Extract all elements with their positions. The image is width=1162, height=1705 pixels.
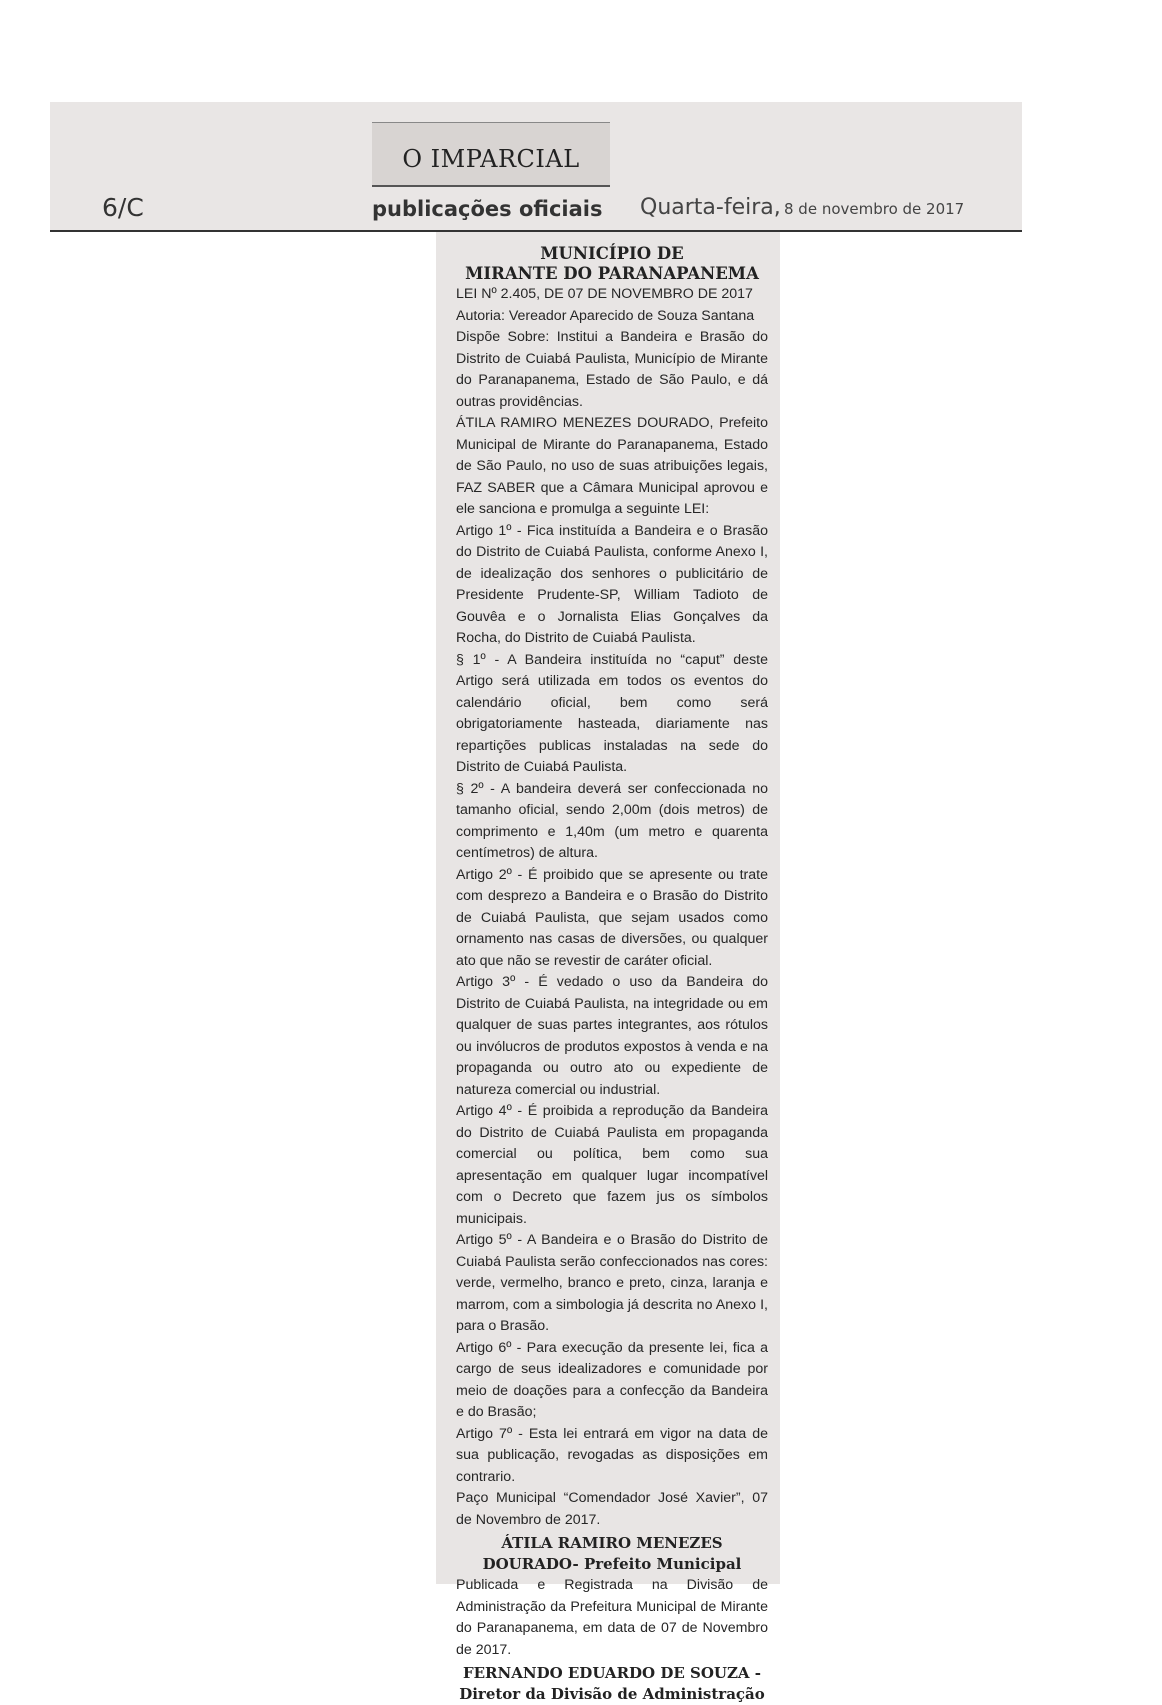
- publication-date: 8 de novembro de 2017: [784, 200, 965, 218]
- article-3: Artigo 3º - É vedado o uso da Bandeira do Distrito de Cuiabá Paulista, na integridade ou em qualquer de suas partes integrantes, aos rótulos ou invólucros de produtos expostos à venda e na propaganda ou outro ato ou expediente de natureza comercial ou industrial.: [456, 974, 768, 1098]
- newspaper-name: O IMPARCIAL: [402, 145, 580, 173]
- paragraph-2: § 2º - A bandeira deverá ser confeccionada no tamanho oficial, sendo 2,00m (dois metros) de comprimento e 1,40m (um metro e quarenta centímetros) de altura.: [456, 780, 768, 861]
- article-1: Artigo 1º - Fica instituída a Bandeira e o Brasão do Distrito de Cuiabá Paulista, conforme Anexo I, de idealização dos senhores o publicitário de Presidente Prudente-SP, William Tadioto de Gouvêa e o Jornalista Elias Gonçalves da Rocha, do Distrito de Cuiabá Paulista.: [456, 522, 768, 646]
- article-7: Artigo 7º - Esta lei entrará em vigor na data de sua publicação, revogadas as disposições em contrario.: [456, 1425, 768, 1485]
- section-title: publicações oficiais: [372, 197, 603, 221]
- article-column: [436, 232, 780, 1703]
- article-body: [456, 284, 768, 1531]
- article-2: Artigo 2º - É proibido que se apresente ou trate com desprezo a Bandeira e o Brasão do Distrito de Cuiabá Paulista, que sejam usados como ornamento nas casas de diversões, ou qualquer ato que não se revestir de caráter oficial.: [456, 866, 768, 969]
- article-5: Artigo 5º - A Bandeira e o Brasão do Distrito de Cuiabá Paulista serão confeccionados nas cores: verde, vermelho, branco e preto, cinza, laranja e marrom, com a simbologia já descrita no Anexo I, para o Brasão.: [456, 1232, 768, 1334]
- paragraph-1: § 1º - A Bandeira instituída no “caput” deste Artigo será utilizada em todos os eventos do calendário oficial, bem como será obrigatoriamente hasteada, diariamente nas repartições publicas instaladas na sede do Distrito de Cuiabá Paulista.: [456, 651, 768, 775]
- page-number: 6/C: [102, 193, 144, 222]
- law-preamble: ÁTILA RAMIRO MENEZES DOURADO, Prefeito Municipal de Mirante do Paranapanema, Estado de São Paulo, no uso de suas atribuições legais, FAZ SABER que a Câmara Municipal aprovou e ele sanciona e promulga a seguinte LEI:: [456, 415, 768, 517]
- masthead: [372, 122, 610, 187]
- municipality-title-line1: MUNICÍPIO DE: [540, 244, 684, 263]
- mayor-signature: ÁTILA RAMIRO MENEZES DOURADO- Prefeito Municipal: [482, 1534, 742, 1573]
- law-number: LEI Nº 2.405, DE 07 DE NOVEMBRO DE 2017: [456, 286, 753, 302]
- publication-note: Publicada e Registrada na Divisão de Administração da Prefeitura Municipal de Mirante do Paranapanema, em data de 07 de Novembro de 2017.: [456, 1577, 768, 1658]
- law-subject: Dispõe Sobre: Institui a Bandeira e Brasão do Distrito de Cuiabá Paulista, Município de Mirante do Paranapanema, Estado de São Paulo, e dá outras providências.: [456, 329, 768, 410]
- law-author: Autoria: Vereador Aparecido de Souza Santana: [456, 307, 755, 324]
- director-signature: FERNANDO EDUARDO DE SOUZA - Diretor da Divisão de Administração: [459, 1664, 765, 1703]
- signing-place-date: Paço Municipal “Comendador José Xavier”, 07 de Novembro de 2017.: [456, 1490, 768, 1528]
- article-6: Artigo 6º - Para execução da presente lei, fica a cargo de seus idealizadores e comunidade por meio de doações para a confecção da Bandeira e do Brasão;: [456, 1339, 768, 1420]
- article-4: Artigo 4º - É proibida a reprodução da Bandeira do Distrito de Cuiabá Paulista em propaganda comercial ou política, bem como sua apresentação em qualquer lugar incompatível com o Decreto que fazem jus os símbolos municipais.: [456, 1103, 768, 1227]
- municipality-title-line2: MIRANTE DO PARANAPANEMA: [465, 264, 759, 283]
- publication-weekday: Quarta-feira,: [640, 195, 781, 220]
